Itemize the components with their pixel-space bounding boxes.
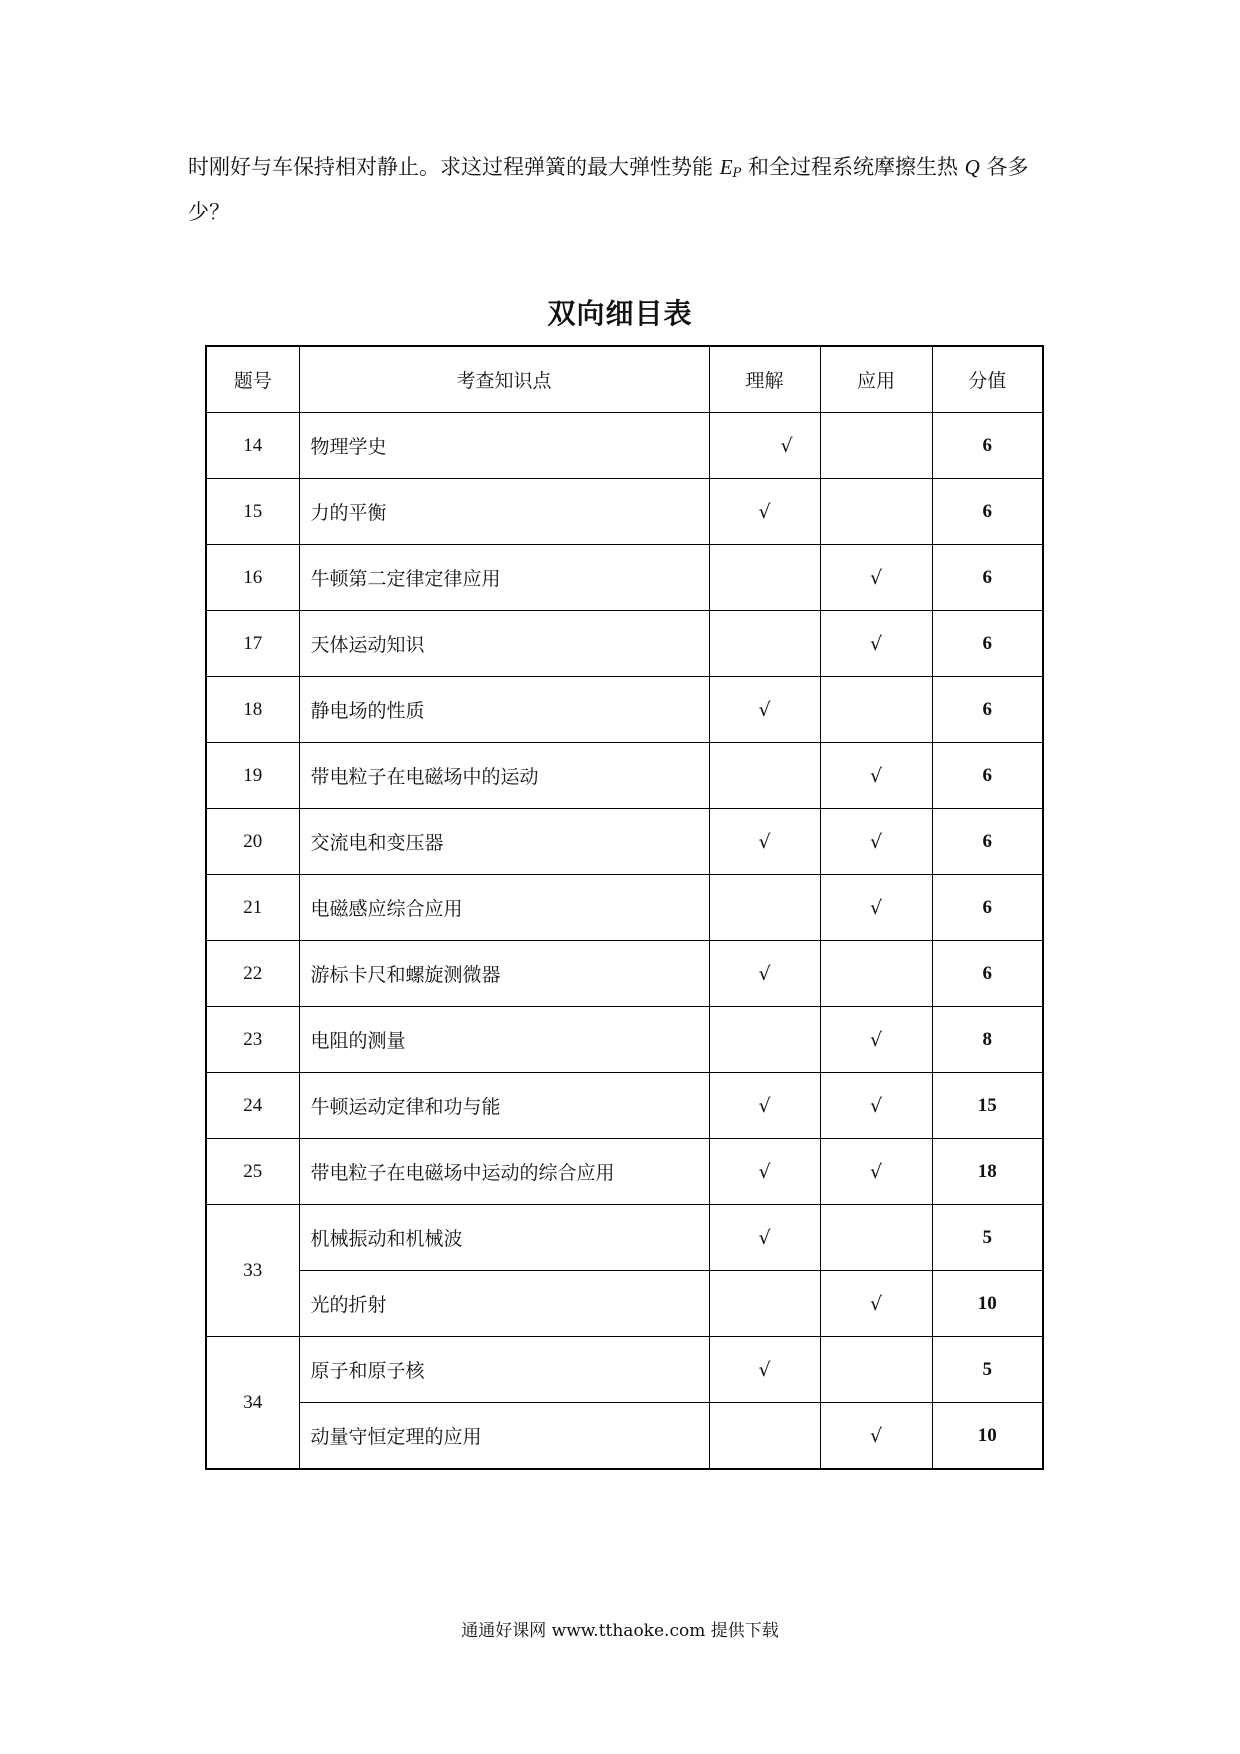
apply-cell (820, 413, 932, 479)
score-cell: 10 (932, 1271, 1043, 1337)
question-number: 22 (206, 941, 299, 1007)
table-row (206, 1007, 1043, 1073)
question-number: 17 (206, 611, 299, 677)
question-number: 20 (206, 809, 299, 875)
question-number: 23 (206, 1007, 299, 1073)
topic-cell: 电磁感应综合应用 (299, 875, 709, 941)
understand-cell: √ (709, 1205, 820, 1271)
heat-variable: Q (964, 155, 980, 179)
topic-cell: 带电粒子在电磁场中的运动 (299, 743, 709, 809)
score-cell: 15 (932, 1073, 1043, 1139)
apply-cell (820, 1205, 932, 1271)
understand-cell (709, 1403, 820, 1470)
intro-paragraph (188, 148, 1058, 231)
table-row (206, 677, 1043, 743)
understand-cell (709, 545, 820, 611)
score-cell: 6 (932, 611, 1043, 677)
understand-cell (709, 875, 820, 941)
score-cell: 6 (932, 941, 1043, 1007)
apply-cell (820, 677, 932, 743)
understand-cell (709, 1007, 820, 1073)
topic-cell: 力的平衡 (299, 479, 709, 545)
topic-cell: 动量守恒定理的应用 (299, 1403, 709, 1470)
topic-cell: 交流电和变压器 (299, 809, 709, 875)
question-number: 18 (206, 677, 299, 743)
header-apply: 应用 (820, 346, 932, 413)
understand-cell (709, 611, 820, 677)
apply-cell (820, 941, 932, 1007)
question-number: 15 (206, 479, 299, 545)
footer-credit: 通通好课网 www.tthaoke.com 提供下载 (461, 1621, 779, 1641)
question-number: 24 (206, 1073, 299, 1139)
topic-cell: 带电粒子在电磁场中运动的综合应用 (299, 1139, 709, 1205)
score-cell: 8 (932, 1007, 1043, 1073)
question-number: 16 (206, 545, 299, 611)
apply-cell: √ (820, 1007, 932, 1073)
apply-cell: √ (820, 1139, 932, 1205)
table-row (206, 1337, 1043, 1403)
score-cell: 6 (932, 413, 1043, 479)
intro-text-before: 时刚好与车保持相对静止。求这过程弹簧的最大弹性势能 (188, 155, 720, 179)
table-row (206, 1073, 1043, 1139)
table-row (206, 611, 1043, 677)
score-cell: 6 (932, 479, 1043, 545)
header-number: 题号 (206, 346, 299, 413)
topic-cell: 机械振动和机械波 (299, 1205, 709, 1271)
table-row (206, 413, 1043, 479)
topic-cell: 电阻的测量 (299, 1007, 709, 1073)
apply-cell: √ (820, 1271, 932, 1337)
intro-text-mid: 和全过程系统摩擦生热 (741, 155, 965, 179)
understand-cell: √ (709, 1073, 820, 1139)
score-cell: 6 (932, 743, 1043, 809)
apply-cell: √ (820, 875, 932, 941)
topic-cell: 牛顿第二定律定律应用 (299, 545, 709, 611)
check-mark: √ (780, 434, 793, 457)
apply-cell: √ (820, 1403, 932, 1470)
apply-cell (820, 1337, 932, 1403)
header-score: 分值 (932, 346, 1043, 413)
table-row (206, 479, 1043, 545)
understand-cell: √ (709, 677, 820, 743)
apply-cell: √ (820, 809, 932, 875)
score-cell: 6 (932, 875, 1043, 941)
table-row (206, 941, 1043, 1007)
apply-cell: √ (820, 545, 932, 611)
understand-cell: √ (709, 941, 820, 1007)
intro-text-after: 各多少？ (188, 155, 1029, 224)
understand-cell: √ (709, 1139, 820, 1205)
score-cell: 18 (932, 1139, 1043, 1205)
understand-cell (709, 743, 820, 809)
question-number: 33 (206, 1205, 299, 1337)
table-row (206, 1139, 1043, 1205)
question-number: 25 (206, 1139, 299, 1205)
question-number: 21 (206, 875, 299, 941)
header-topic: 考查知识点 (299, 346, 709, 413)
table-row (206, 743, 1043, 809)
table-row (206, 809, 1043, 875)
understand-cell (709, 1271, 820, 1337)
topic-cell: 原子和原子核 (299, 1337, 709, 1403)
question-number: 14 (206, 413, 299, 479)
table-row (206, 875, 1043, 941)
score-cell: 5 (932, 1205, 1043, 1271)
topic-cell: 牛顿运动定律和功与能 (299, 1073, 709, 1139)
apply-cell: √ (820, 1073, 932, 1139)
question-number: 19 (206, 743, 299, 809)
topic-cell: 游标卡尺和螺旋测微器 (299, 941, 709, 1007)
score-cell: 10 (932, 1403, 1043, 1470)
understand-cell (709, 413, 820, 479)
apply-cell (820, 479, 932, 545)
score-cell: 5 (932, 1337, 1043, 1403)
topic-cell: 静电场的性质 (299, 677, 709, 743)
understand-cell: √ (709, 1337, 820, 1403)
apply-cell: √ (820, 611, 932, 677)
table-row (206, 545, 1043, 611)
apply-cell: √ (820, 743, 932, 809)
topic-cell: 物理学史 (299, 413, 709, 479)
understand-cell: √ (709, 809, 820, 875)
score-cell: 6 (932, 545, 1043, 611)
score-cell: 6 (932, 677, 1043, 743)
understand-cell: √ (709, 479, 820, 545)
topic-cell: 光的折射 (299, 1271, 709, 1337)
question-number: 34 (206, 1337, 299, 1470)
table-row (206, 1205, 1043, 1271)
energy-subscript: P (732, 166, 742, 181)
page-title: 双向细目表 (547, 297, 693, 330)
table-row (206, 1403, 1043, 1470)
score-cell: 6 (932, 809, 1043, 875)
energy-variable: E (719, 155, 733, 179)
table-header-row (206, 346, 1043, 413)
specification-table (205, 345, 1044, 1470)
topic-cell: 天体运动知识 (299, 611, 709, 677)
table-row (206, 1271, 1043, 1337)
header-understand: 理解 (709, 346, 820, 413)
